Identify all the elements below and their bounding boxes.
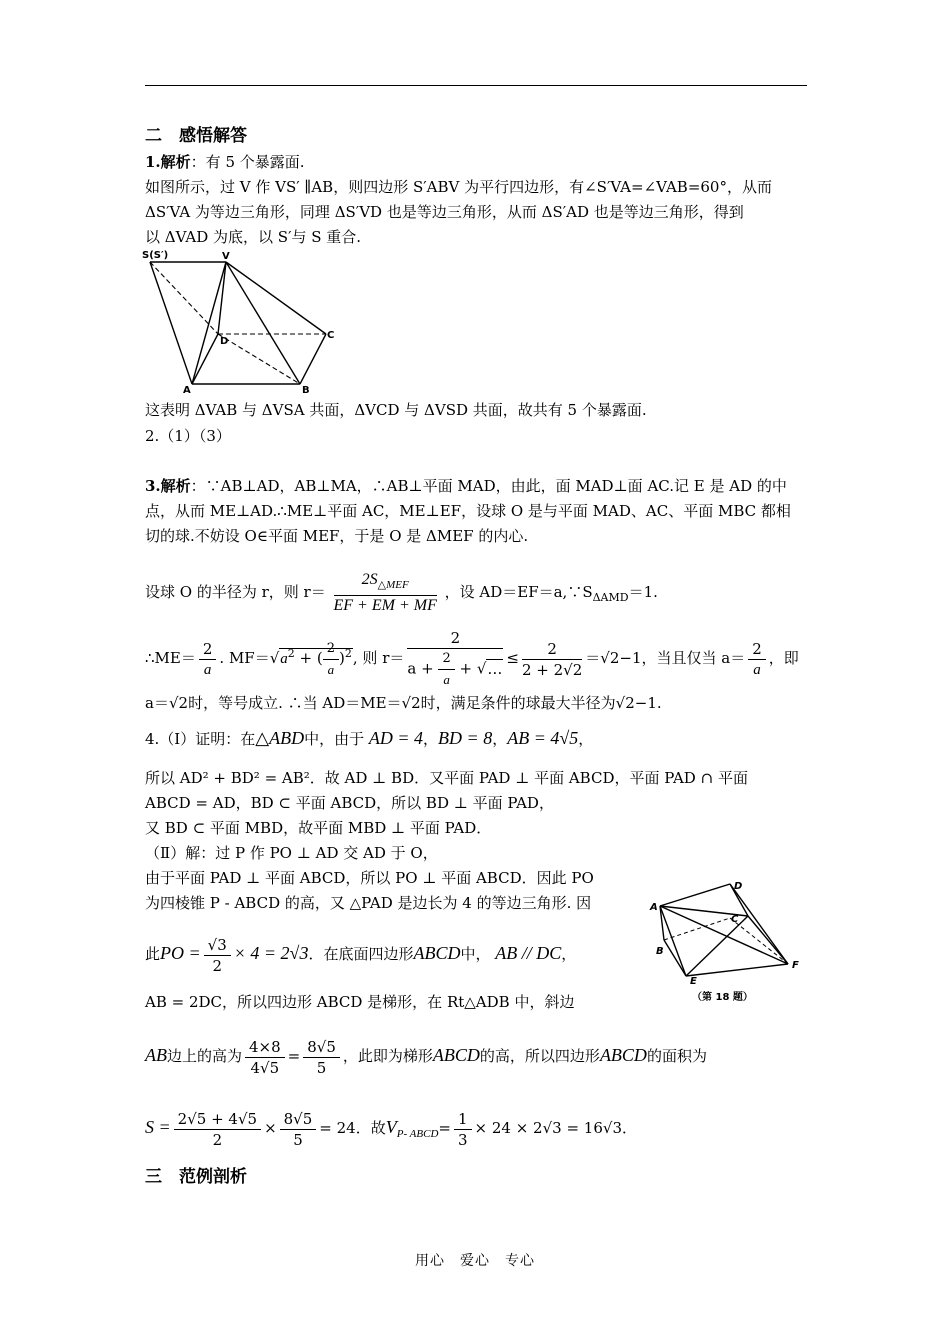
q1-line-2: ΔS′VA 为等边三角形，同理 ΔS′VD 也是等边三角形，从而 ΔS′AD 也是等边三角形，得到 (145, 203, 744, 221)
fig1-label-s: S(S′) (142, 250, 169, 261)
fig1-label-d: D (220, 336, 229, 347)
q3-line-2: 点，从而 ME⊥AD.∴ME⊥平面 AC，ME⊥EF，设球 O 是与平面 MAD、AC、平面 MBC 都相 (145, 502, 791, 520)
fig2-caption: （第 18 题） (692, 992, 753, 1003)
q3-line-1: 3.解析：∵AB⊥AD，AB⊥MA，∴AB⊥平面 MAD，由此，面 MAD⊥面 AC.记 E 是 AD 的中 (145, 477, 787, 495)
q4-line-8: 此PO = $\frac{√3}{2}$ × 4 = 2√3．在底面四边形ABCD中， AB // DC， (145, 935, 577, 975)
q4-line-5: （Ⅱ）解：过 P 作 PO ⊥ AD 交 AD 于 O， (145, 844, 438, 862)
q4-line-9: AB = 2DC，所以四边形 ABCD 是梯形，在 Rt△ADB 中，斜边 (145, 993, 575, 1011)
q3-radius-formula: 设球 O 的半径为 r，则 r＝ $\frac{2S_{\triangle MEF}}{EF + EM + MF}$ ，设 $AD=EF=a,\because S_{\Delta AMD}=1$. (145, 570, 658, 615)
q1-heading: 1.解析：有 5 个暴露面. (145, 153, 305, 171)
q4-line-6: 由于平面 PAD ⊥ 平面 ABCD，所以 PO ⊥ 平面 ABCD．因此 PO (145, 869, 594, 887)
fig2-label-c: C (731, 914, 739, 925)
q4-line-3: ABCD = AD，BD ⊂ 平面 ABCD，所以 BD ⊥ 平面 PAD， (145, 794, 554, 812)
q3-line-3: 切的球.不妨设 O∈平面 MEF，于是 O 是 ΔMEF 的内心. (145, 527, 529, 545)
section-2-title: 二 感悟解答 (145, 126, 247, 146)
q4-line-11: S = $\frac{2√5 + 4√5}{2}$ × $\frac{8√5}{5}$ = 24．故$V_{P- ABCD}=$ $\frac{1}{3}$ × 24 × 2√3 = 16√3． (145, 1109, 638, 1149)
q1-line-3: 以 ΔVAD 为底，以 S′与 S 重合. (145, 228, 362, 246)
section-3-title: 三 范例剖析 (145, 1167, 247, 1187)
page-footer: 用心 爱心 专心 (415, 1253, 535, 1269)
fig1-label-c: C (327, 330, 335, 341)
q2-answer: 2.（1）（3） (145, 427, 231, 445)
q4-line-4: 又 BD ⊂ 平面 MBD，故平面 MBD ⊥ 平面 PAD． (145, 819, 492, 837)
header-rule (145, 85, 807, 86)
pyramid-figure-1 (140, 248, 340, 396)
fig2-label-b: B (656, 946, 664, 957)
q4-line-10: AB边上的高为 $\frac{4\times 8}{4√5}$ = $\frac{8√5}{5}$ ，此即为梯形ABCD的高，所以四边形ABCD的面积为 (145, 1037, 707, 1077)
fig1-label-a: A (183, 385, 191, 396)
q4-line-2: 所以 AD² + BD² = AB²．故 AD ⊥ BD．又平面 PAD ⊥ 平面 ABCD，平面 PAD ∩ 平面 (145, 769, 748, 787)
q4-line-7: 为四棱锥 P - ABCD 的高，又 △PAD 是边长为 4 的等边三角形. 因 (145, 894, 592, 912)
q4-line-1: 4.（Ⅰ）证明：在△ABD中，由于 AD = 4，BD = 8，AB = 4√5， (145, 728, 594, 748)
fig1-label-v: V (222, 251, 230, 262)
q1-conclusion: 这表明 ΔVAB 与 ΔVSA 共面，ΔVCD 与 ΔVSD 共面，故共有 5 个暴露面. (145, 401, 647, 419)
fig2-label-d: D (734, 881, 743, 892)
fig2-label-f: F (792, 960, 799, 971)
q3-inequality: ∴ME＝ $\frac{2}{a}$ . $MF=√a^2$ + ( $\frac{2}{a}$ )$^2$, 则 r＝ 2 a + $\frac{2}{a}$ + √… ≤ $\frac{2}{2 + 2√2}$ ＝√2−1，当且仅当 a＝ $\frac{2}{a}$ ，即 (145, 629, 799, 687)
pyramid-figure-2 (648, 876, 808, 1004)
fig2-label-e: E (690, 976, 697, 987)
q1-line-1: 如图所示，过 V 作 VS′ ∥AB，则四边形 S′ABV 为平行四边形，有∠S′VA=∠VAB=60°，从而 (145, 178, 772, 196)
q3-final: a＝√2时，等号成立. ∴当 AD＝ME＝√2时，满足条件的球最大半径为√2−1. (145, 694, 662, 712)
fig1-label-b: B (302, 385, 310, 396)
fig2-label-a: A (650, 902, 658, 913)
